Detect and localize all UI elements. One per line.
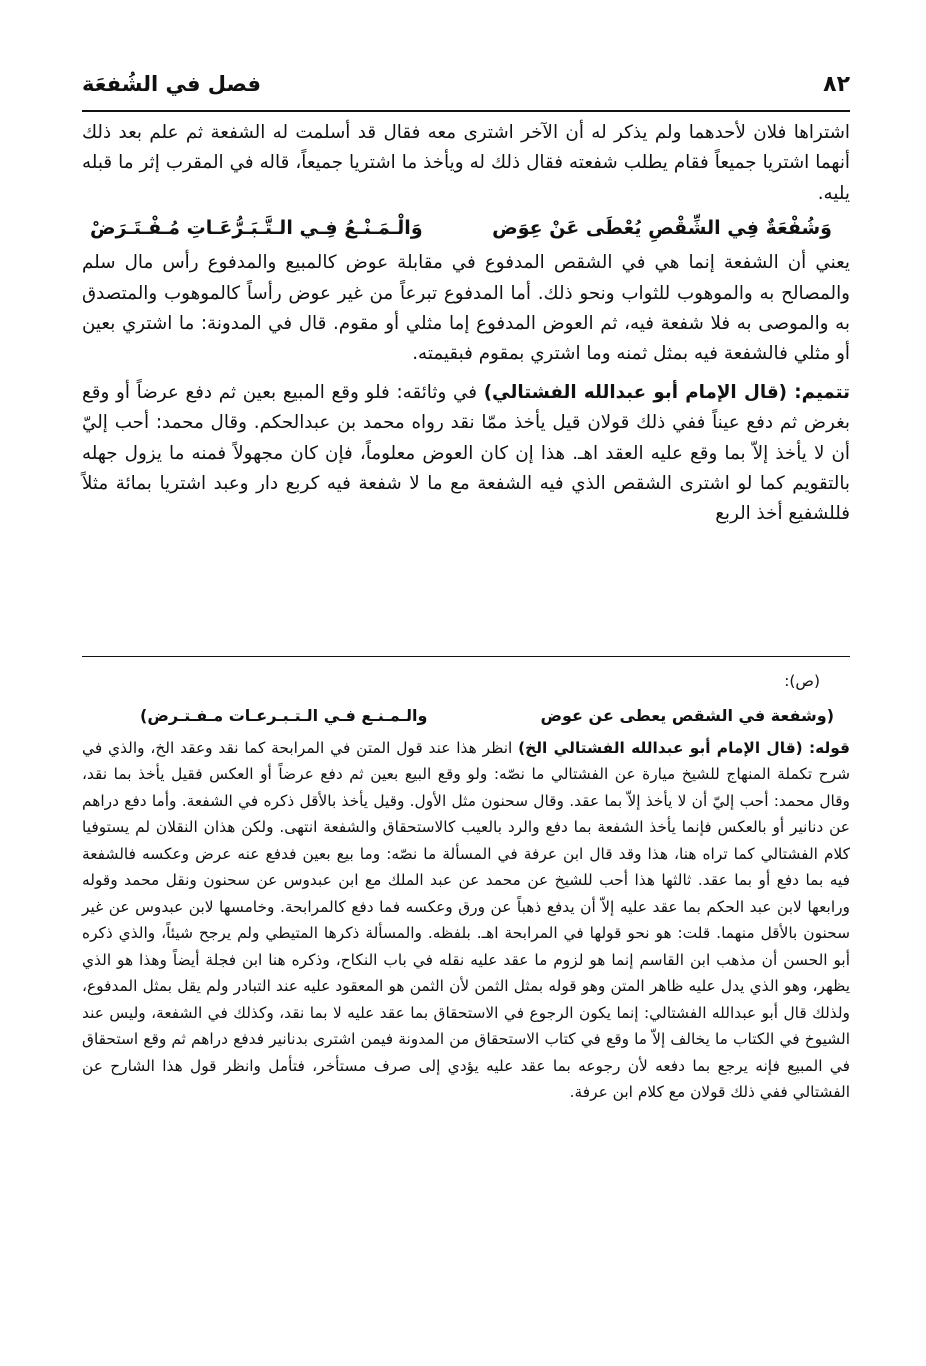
margin-notes [82, 668, 850, 1106]
notes-quote-heading: قوله: (قال الإمام أبو عبدالله الفشتالي الخ) [518, 738, 850, 757]
notes-verse-right: (وشفعة في الشقص يعطى عن عوض [540, 705, 834, 725]
notes-label: (ص): [784, 672, 820, 690]
main-paragraph: اشتراها فلان لأحدهما ولم يذكر له أن الآخر اشترى معه فقال قد أسلمت له الشفعة ثم علم بعد ذلك أنهما اشتريا جميعاً فقام يطلب شفعته فقال ذلك له ويأخذ ما اشتريا جميعاً، قاله في المقرب إثر ما قبله يليه. [82, 122, 850, 204]
notes-verse-left: والـمـنـع فـي الـتـبـرعـات مـفـتـرض) [140, 705, 428, 725]
notes-text: انظر هذا عند قول المتن في المرابحة كما نقد وعقد الخ، والذي في شرح تكملة المنهاج للشيخ ميارة عن الفشتالي ما نصّه: ولو وقع البيع بعين ثم دفع عرضاً أو العكس فقيل يأخذ بما نقد، وقال محمد: أحب إليّ أن لا يأخذ إلاّ بما عقد. وقال سحنون مثل الأول. وقيل يأخذ بالأقل ذكره في الشفعة. وأما دفع دراهم عن دنانير أو بالعكس فإنما يأخذ الشفعة بما دفع والرد بالعيب كالاستحقاق والشفعة انتهى. ولكن هذان النقلان لم يستوفيا كلام الفشتالي كما تراه هنا، هذا وقد قال ابن عرفة في المسألة ما نصّه: وما بيع بعين فدفع عنه عرض وعكسه فالشفعة فيه بما دفع أو بما عقد. ثالثها هذا أحب للشيخ عن محمد عن عبد الملك مع ابن عبدوس عن سحنون ونقل محمد وقوله ورابعها لابن عبد الحكم بما عقد عليه إلاّ أن يدفع ذهباً عن ورق وعكسه فما دفع كالمرابحة. وخامسها لابن عبدوس عن غير سحنون بالأقل منهما. قلت: هو نحو قولها في المرابحة اهـ. بلفظه. والمسألة ذكرها المتيطي ولم يرجح شيئاً، والذي ذكره أبو الحسن أن مذهب ابن القاسم إنما هو لزوم ما عقد عليه نقله في باب النكاح، وذكره هنا ابن فجلة أيضاً وهذا هو الذي يظهر، وهو الذي يدل عليه ظاهر المتن وهو قوله بمثل الثمن لأن الثمن هو المعقود عليه عند التبادر ولم يقل بمثل المدفوع، ولذلك قال أبو عبدالله الفشتالي: إنما يكون الرجوع في الاستحقاق بما عقد عليه لا بما نقد، وكذلك في الشفعة، وليس عند الشيوخ في الكتاب ما يخالف إلاّ ما وقع في كتاب الاستحقاق من المدونة فيمن اشترى بدنانير فدفع دراهم ثم وقع استحقاق في المبيع فإنه يرجع بما دفعه لأن رجوعه بما عقد عليه يؤدي إلى صرف مستأخر، فتأمل وانظر قول هذا الشارح عن الفشتالي ففي ذلك قولان مع كلام ابن عرفة. [82, 738, 850, 1101]
verse-hemistich-left: وَالْـمَـنْـعُ فِـي الـتَّـبَـرُّعَـاتِ مُـفْـتَـرَضْ [90, 217, 423, 240]
tatmim-text: في وثائقه: فلو وقع المبيع بعين ثم دفع عرضاً أو وقع بغرض ثم دفع عيناً ففي ذلك قولان قيل يأخذ ممّا نقد رواه محمد بن عبدالحكم. وقال محمد: أحب إليّ أن لا يأخذ إلاّ بما وقع عليه العقد اهـ. هذا إن كان العوض معلوماً، فإن كان مجهولاً فمنه ما يزول جهله بالتقويم كما لو اشترى الشقص الذي فيه الشفعة مع ما لا شفعة فيه كربع دار وعبد اشتريا بمائة مثلاً فللشفيع أخذ الربع [82, 381, 850, 525]
verse-hemistich-right: وَشُفْعَةٌ فِي الشِّقْصِ يُعْطَى عَنْ عِوَض [492, 217, 832, 240]
tatmim-heading: تتميم: (قال الإمام أبو عبدالله الفشتالي) [483, 381, 850, 403]
verse-line [82, 212, 850, 245]
main-text [82, 118, 850, 530]
page-header [82, 64, 850, 104]
footnote-divider [82, 656, 850, 657]
page-number: ٨٢ [823, 71, 850, 97]
notes-paragraph [82, 735, 850, 1106]
main-paragraph: يعني أن الشفعة إنما هي في الشقص المدفوع في مقابلة عوض كالمبيع والمدفوع رأس مال سلم والمصالح به والموهوب للثواب ونحو ذلك. أما المدفوع تبرعاً من غير عوض رأساً كالموهوب والمتصدق به والموصى به فلا شفعة فيه، ثم العوض المدفوع إما مثلي أو مقوم. قال في المدونة: ما اشتري بعين أو مثلي فالشفعة فيه بمثل ثمنه وما اشتري بمقوم فبقيمته. [82, 252, 850, 365]
running-title: فصل في الشُفعَة [82, 72, 261, 96]
main-paragraph [82, 378, 850, 530]
header-divider [82, 110, 850, 112]
notes-verse-line [82, 701, 850, 731]
